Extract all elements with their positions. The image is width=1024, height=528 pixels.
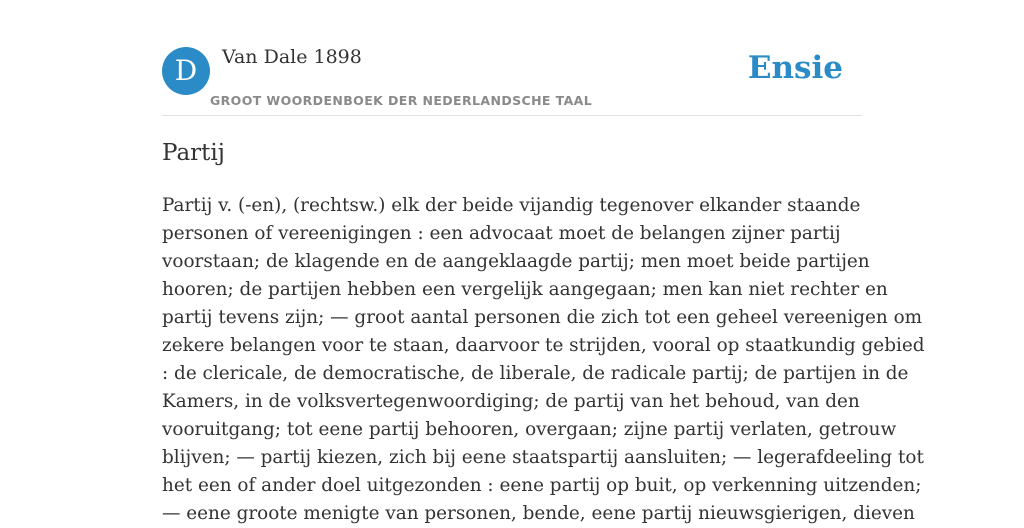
dictionary-title[interactable]: Van Dale 1898: [222, 46, 362, 68]
definition-line: Kamers, in de volksvertegenwoordiging; de partij van het behoud, van den: [162, 391, 860, 412]
definition-line: voorstaan; de klagende en de aangeklaagde partij; men moet beide partijen: [162, 251, 870, 272]
dictionary-logo-icon[interactable]: D: [162, 47, 210, 95]
entry-title: Partij: [162, 140, 225, 166]
definition-line: zekere belangen voor te staan, daarvoor te strijden, vooral op staatkundig gebied: [162, 335, 925, 356]
definition-line: personen of vereenigingen : een advocaat moet de belangen zijner partij: [162, 223, 841, 244]
definition-line: het een of ander doel uitgezonden : eene partij op buit, op verkenning uitzenden;: [162, 475, 922, 496]
definition-line: — eene groote menigte van personen, bende, eene partij nieuwsgierigen, dieven: [162, 503, 915, 524]
definition-line: : de clericale, de democratische, de liberale, de radicale partij; de partijen in de: [162, 363, 909, 384]
definition-line: partij tevens zijn; — groot aantal personen die zich tot een geheel vereenigen om: [162, 307, 923, 328]
definition-line: blijven; — partij kiezen, zich bij eene staatspartij aansluiten; — legerafdeeling tot: [162, 447, 924, 468]
definition-line: hooren; de partijen hebben een vergelijk aangegaan; men kan niet rechter en: [162, 279, 888, 300]
dictionary-subtitle: GROOT WOORDENBOEK DER NEDERLANDSCHE TAAL: [210, 93, 593, 108]
definition-line: vooruitgang; tot eene partij behooren, overgaan; zijne partij verlaten, getrouw: [162, 419, 897, 440]
entry-definition: [162, 192, 925, 528]
site-header: [162, 46, 862, 116]
definition-line: Partij v. (-en), (rechtsw.) elk der beide vijandig tegenover elkander staande: [162, 195, 861, 216]
ensie-brand-logo[interactable]: Ensie: [747, 50, 843, 86]
